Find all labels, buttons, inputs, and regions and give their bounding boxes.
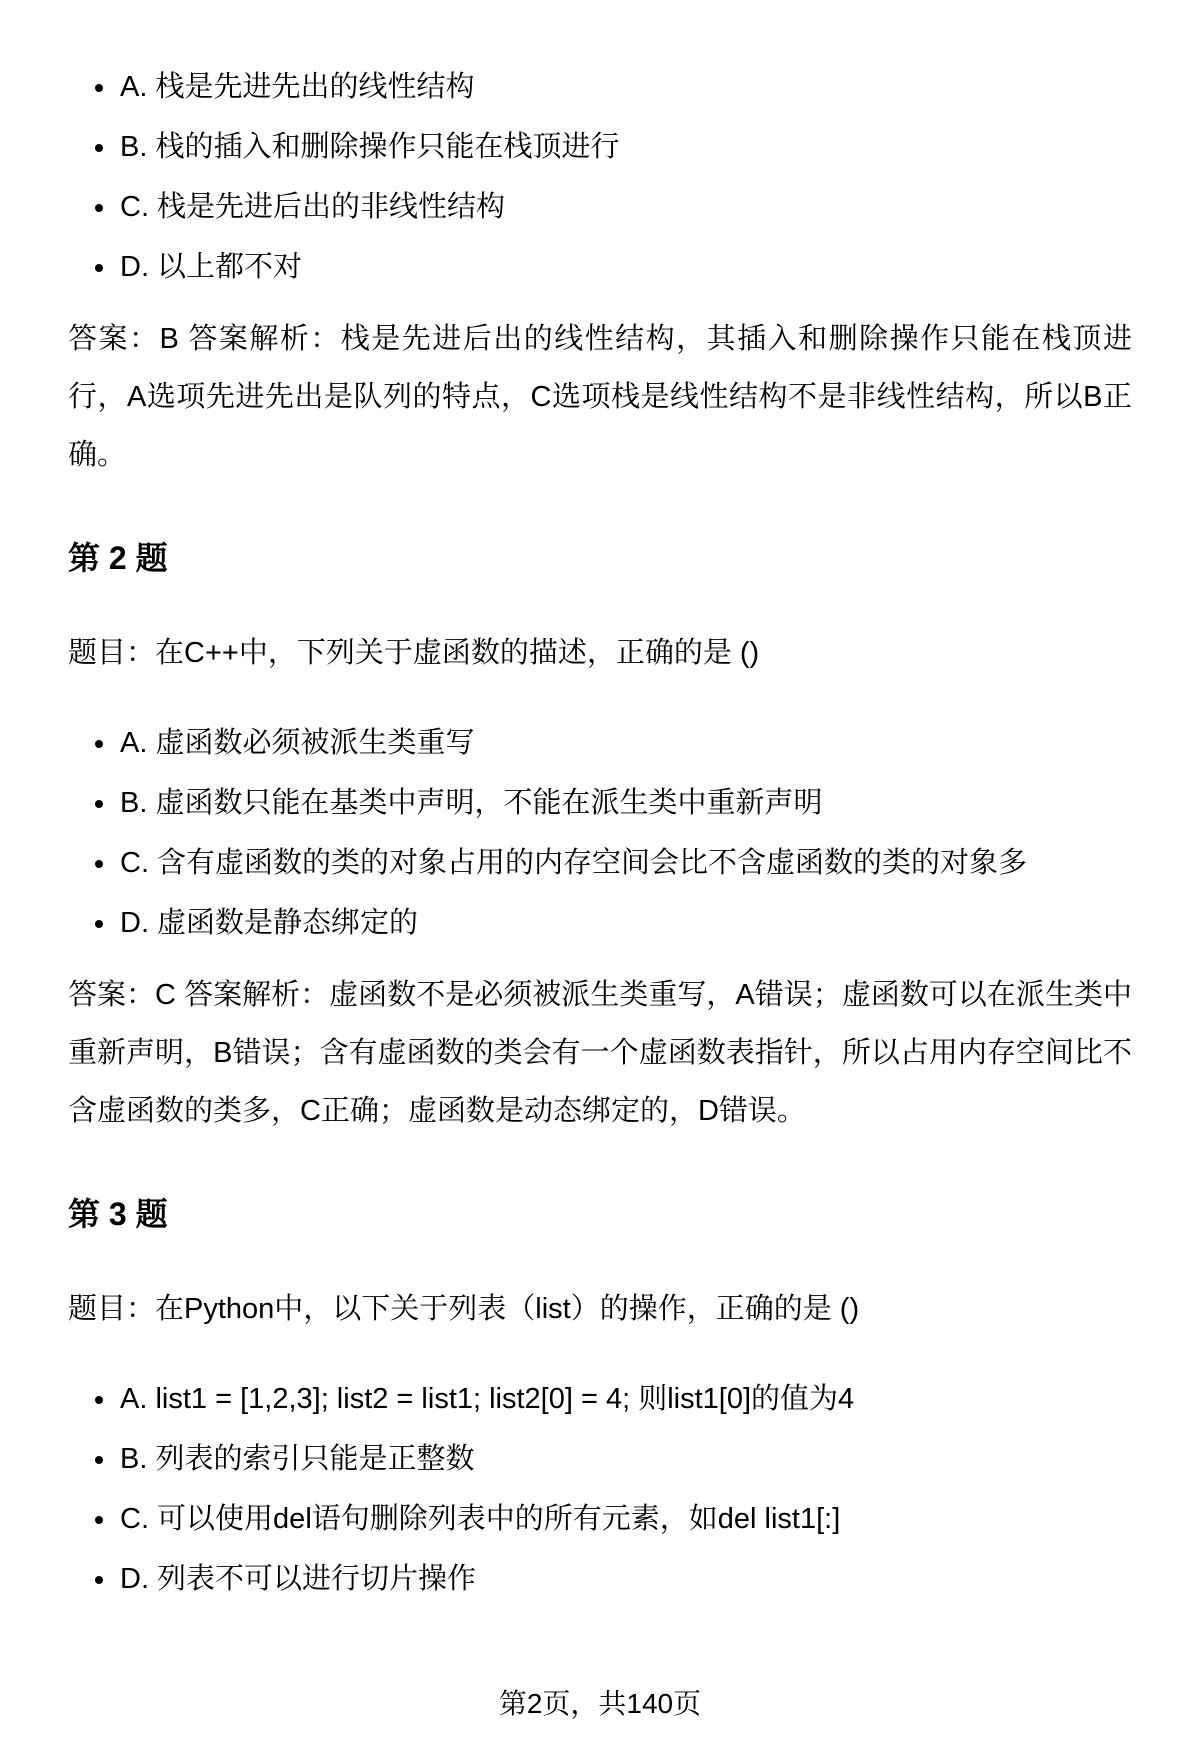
option-item: • A. list1 = [1,2,3]; list2 = list1; list2[0] = 4; 则list1[0]的值为4 — [118, 1382, 1132, 1416]
question-1-answer: 答案：B 答案解析：栈是先进后出的线性结构，其插入和删除操作只能在栈顶进行，A选项先进先出是队列的特点，C选项栈是线性结构不是非线性结构，所以B正确。 — [68, 323, 1132, 471]
option-item: • D. 以上都不对 — [118, 250, 1132, 284]
question-1-options — [68, 70, 1132, 284]
page-number: 第2页，共140页 — [498, 1688, 702, 1719]
question-3-options — [68, 1382, 1132, 1596]
option-item: • C. 含有虚函数的类的对象占用的内存空间会比不含虚函数的类的对象多 — [118, 846, 1132, 880]
question-2-text: 题目：在C++中，下列关于虚函数的描述，正确的是 () — [68, 637, 760, 669]
option-item: • C. 栈是先进后出的非线性结构 — [118, 190, 1132, 224]
option-item: • A. 虚函数必须被派生类重写 — [118, 726, 1132, 760]
question-2-heading: 第 2 题 — [68, 540, 168, 576]
option-item: • D. 虚函数是静态绑定的 — [118, 906, 1132, 940]
option-item: • B. 栈的插入和删除操作只能在栈顶进行 — [118, 130, 1132, 164]
option-item: • D. 列表不可以进行切片操作 — [118, 1562, 1132, 1596]
option-item: • B. 虚函数只能在基类中声明，不能在派生类中重新声明 — [118, 786, 1132, 820]
option-item: • B. 列表的索引只能是正整数 — [118, 1442, 1132, 1476]
question-3-text: 题目：在Python中，以下关于列表（list）的操作，正确的是 () — [68, 1293, 860, 1325]
question-3-heading: 第 3 题 — [68, 1196, 168, 1232]
option-item: • A. 栈是先进先出的线性结构 — [118, 70, 1132, 104]
question-2-options — [68, 726, 1132, 940]
option-item: • C. 可以使用del语句删除列表中的所有元素，如del list1[:] — [118, 1502, 1132, 1536]
question-2-answer: 答案：C 答案解析：虚函数不是必须被派生类重写，A错误；虚函数可以在派生类中重新声明，B错误；含有虚函数的类会有一个虚函数表指针，所以占用内存空间比不含虚函数的类多，C正确；虚函数是动态绑定的，D错误。 — [68, 979, 1132, 1127]
